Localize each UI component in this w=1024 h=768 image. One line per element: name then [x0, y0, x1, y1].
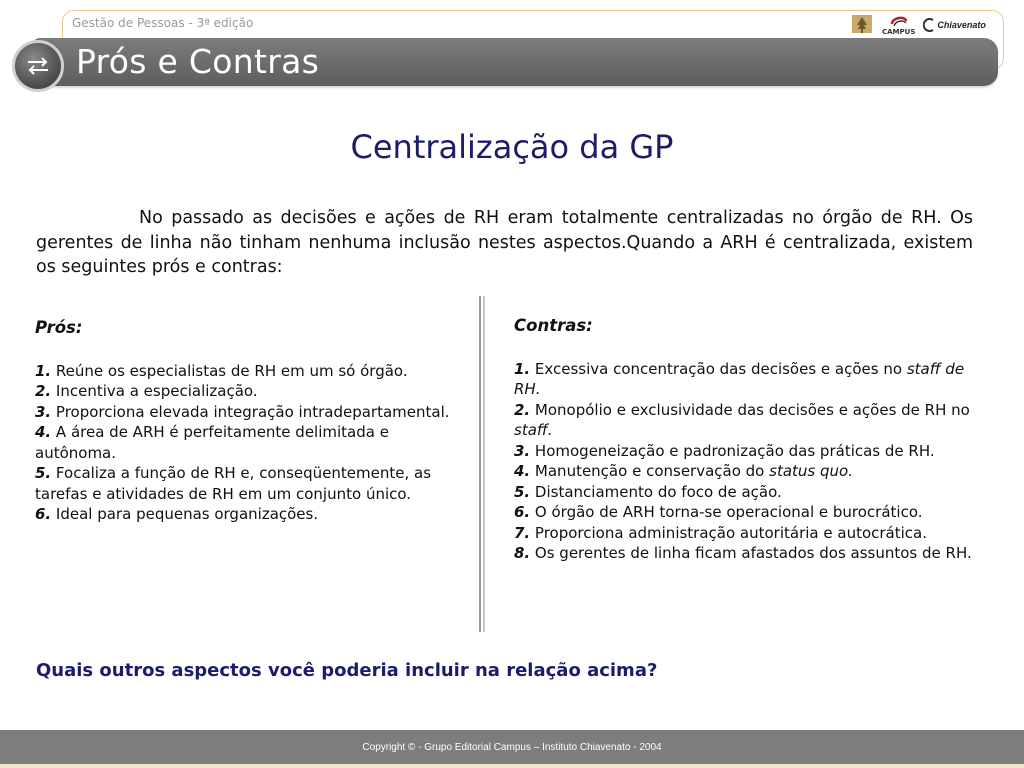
pros-column	[35, 318, 467, 525]
contras-item: 2. Monopólio e exclusividade das decisões e ações de RH no staff.	[514, 400, 970, 439]
chiavenato-logo	[923, 18, 986, 32]
pros-item: 2. Incentiva a especialização.	[35, 382, 258, 400]
chiavenato-c-icon	[923, 18, 935, 32]
campus-swirl-icon	[888, 14, 910, 28]
pros-item: 4. A área de ARH é perfeitamente delimitada e autônoma.	[35, 423, 389, 462]
pros-item: 6. Ideal para pequenas organizações.	[35, 505, 319, 523]
footer-accent-line	[0, 764, 1024, 768]
book-title: Gestão de Pessoas - 3ª edição	[72, 16, 254, 30]
chiavenato-logo-text: Chiavenato	[937, 20, 986, 30]
contras-item: 4. Manutenção e conservação do status quo.	[514, 462, 853, 480]
discussion-question: Quais outros aspectos você poderia incluir na relação acima?	[36, 660, 658, 681]
publisher-logos	[850, 12, 986, 38]
campus-logo-text: CAMPUS	[882, 28, 916, 36]
pros-item: 3. Proporciona elevada integração intradepartamental.	[35, 402, 450, 421]
contras-item: 8. Os gerentes de linha ficam afastados dos assuntos de RH.	[514, 544, 972, 562]
contras-item: 1. Excessiva concentração das decisões e ações no staff de RH.	[514, 359, 965, 398]
swap-arrows-icon	[25, 55, 51, 77]
column-divider	[477, 296, 487, 632]
contras-title: Contras:	[514, 316, 593, 335]
intro-paragraph: No passado as decisões e ações de RH eram totalmente centralizadas no órgão de RH. Os gerentes de linha não tinham nenhuma inclusão nestes aspectos.Quando a ARH é centralizada, existem os seguintes prós e contras:	[36, 208, 973, 277]
pros-item: 1. Reúne os especialistas de RH em um só órgão.	[35, 361, 408, 380]
elsevier-logo	[850, 13, 874, 37]
contras-column	[514, 316, 994, 564]
copyright-text: Copyright © - Grupo Editorial Campus – Instituto Chiavenato - 2004	[362, 741, 662, 753]
campus-logo	[882, 14, 915, 36]
contras-item: 6. O órgão de ARH torna-se operacional e burocrático.	[514, 503, 923, 521]
contras-item: 7. Proporciona administração autoritária e autocrática.	[514, 523, 927, 542]
contras-item: 3. Homogeneização e padronização das práticas de RH.	[514, 441, 935, 460]
pros-title: Prós:	[35, 318, 83, 337]
section-heading: Centralização da GP	[350, 128, 674, 166]
nav-button[interactable]	[12, 40, 64, 92]
contras-item: 5. Distanciamento do foco de ação.	[514, 482, 782, 501]
footer-bar	[0, 730, 1024, 764]
slide-title: Prós e Contras	[76, 42, 320, 81]
pros-item: 5. Focaliza a função de RH e, conseqüentemente, as tarefas e atividades de RH em um conjunto único.	[35, 464, 432, 503]
